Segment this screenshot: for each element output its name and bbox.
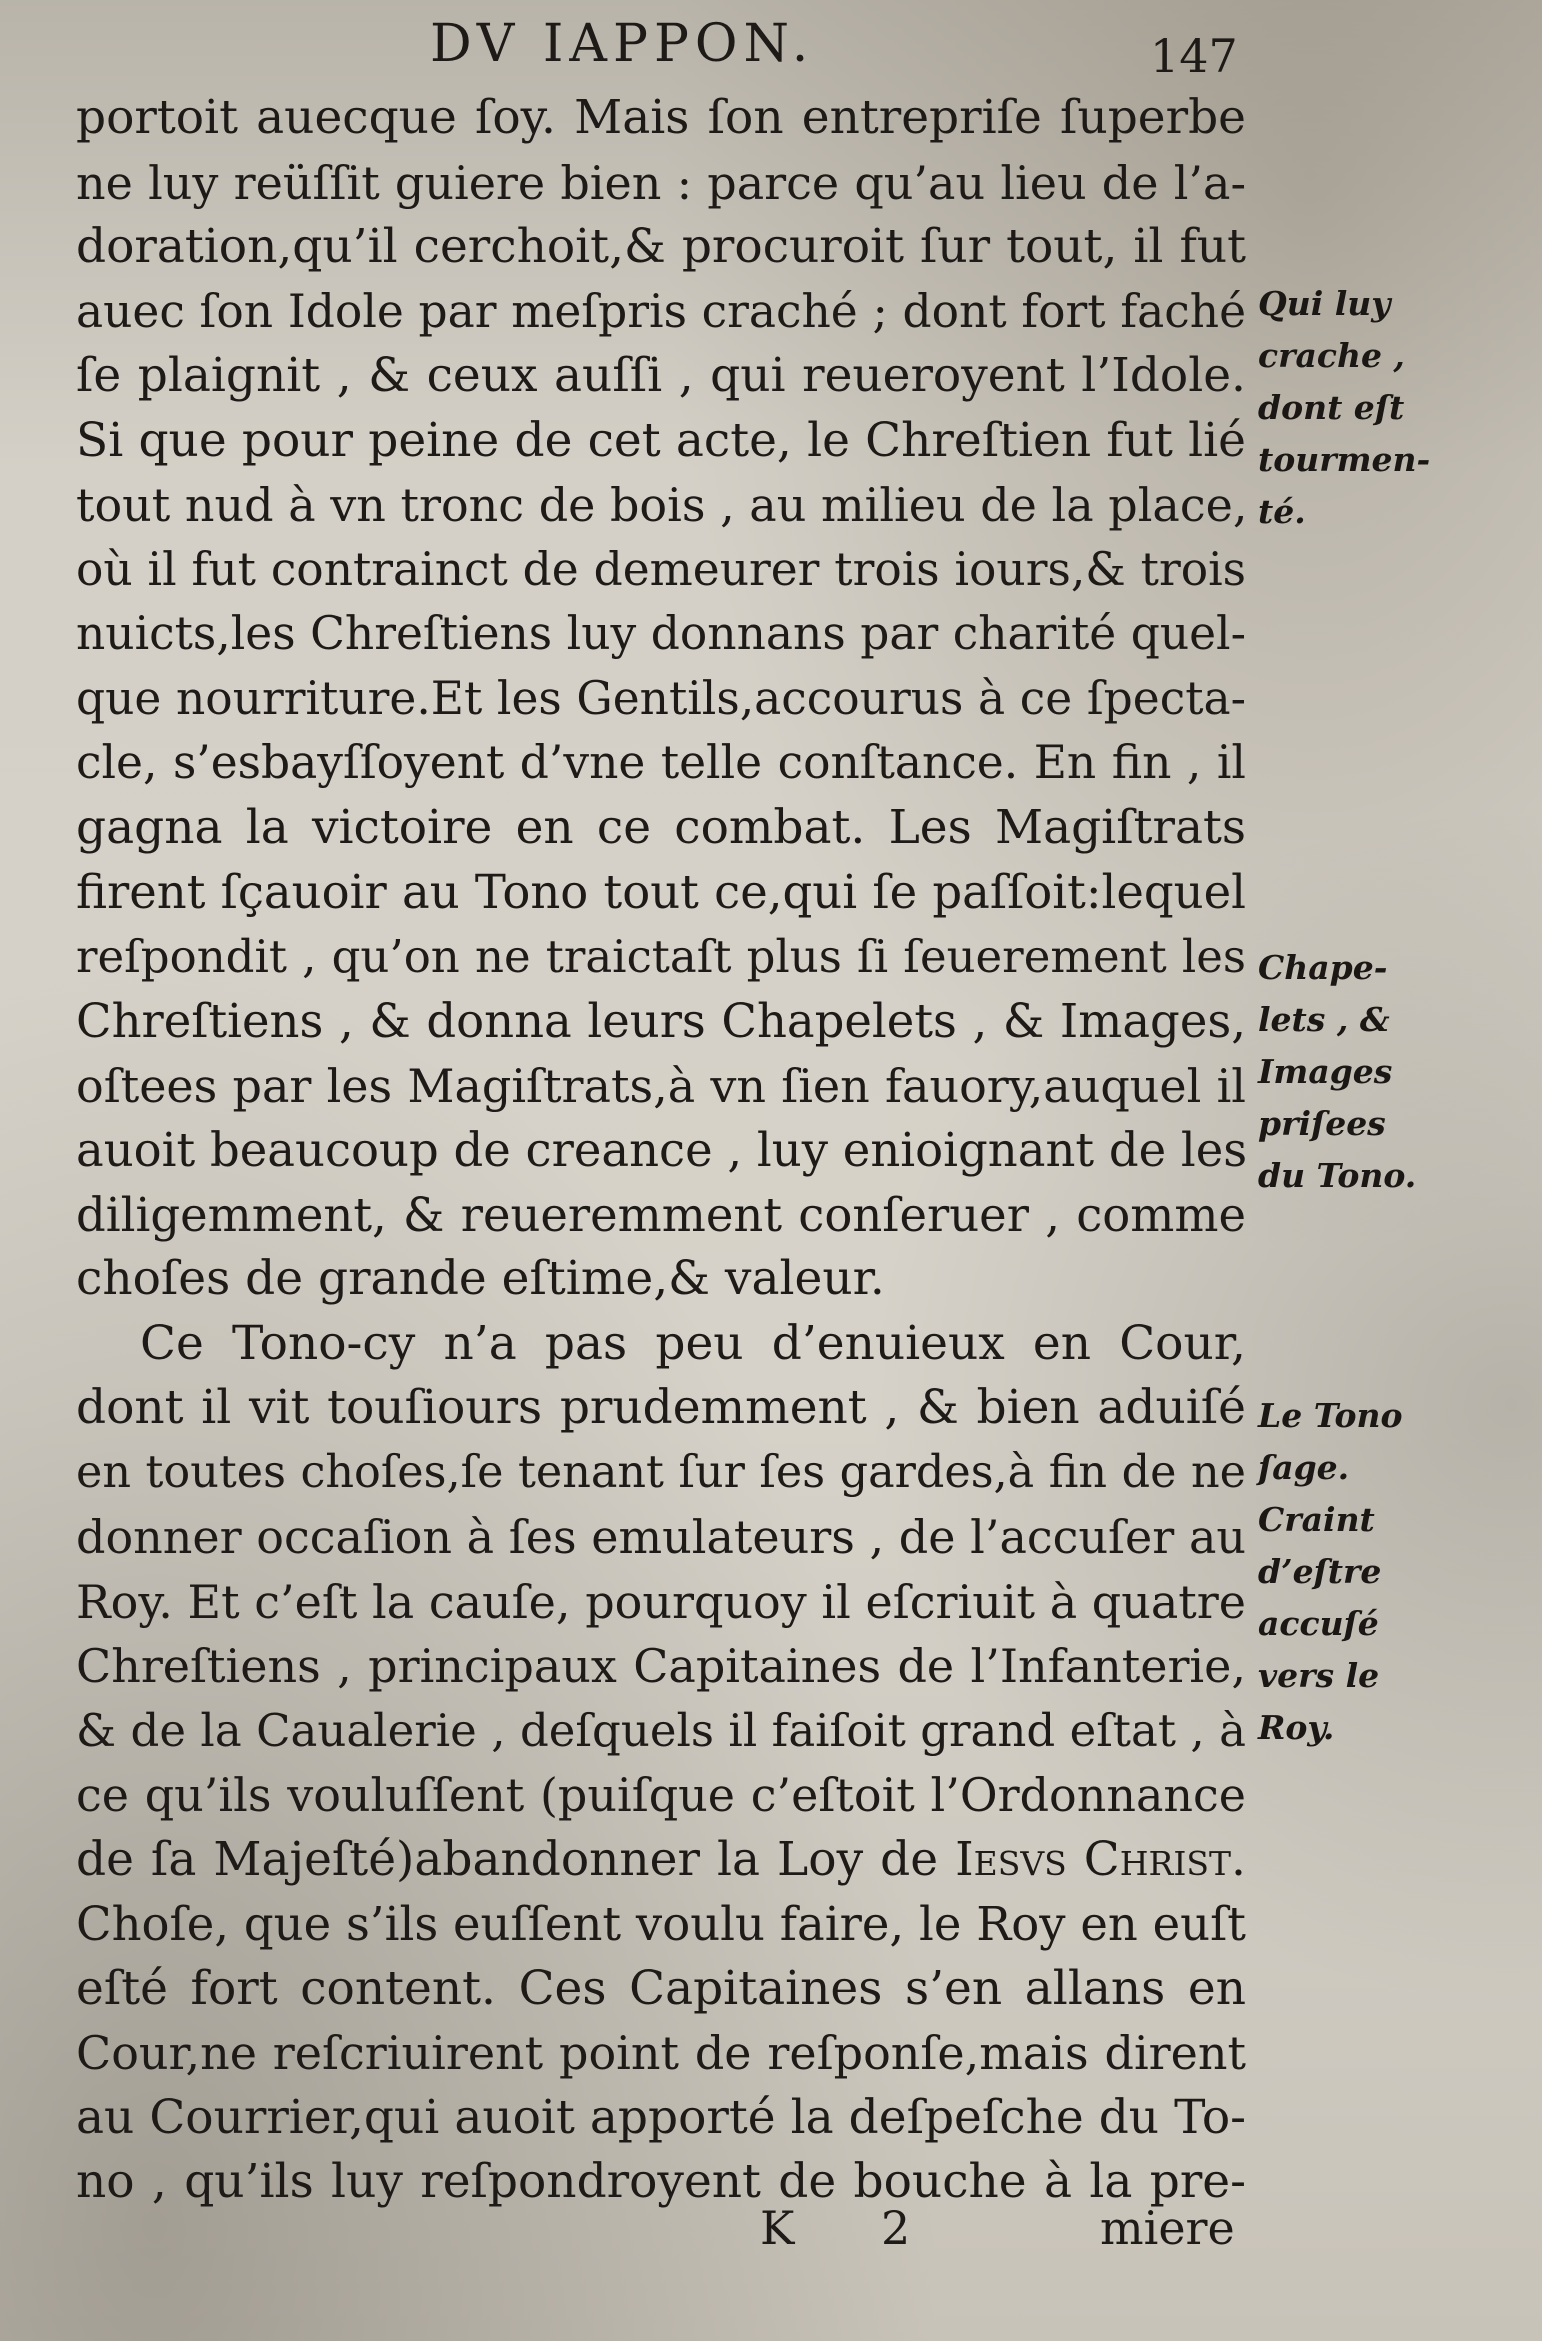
text-line: tout nud à vn tronc de bois , au milieu de la place, bbox=[76, 478, 1248, 532]
text-line: ce qu’ils vouluſſent (puiſque c’eſtoit l’Ordonnance bbox=[76, 1768, 1246, 1822]
text-line: dont il vit touſiours prudemment , & bien aduiſé bbox=[76, 1380, 1246, 1435]
text-line: gagna la victoire en ce combat. Les Magiſtrats bbox=[76, 799, 1246, 855]
text-line: Roy. Et c’eſt la cauſe, pourquoy il eſcriuit à quatre bbox=[76, 1574, 1246, 1629]
running-head: DV IAPPON. bbox=[430, 14, 815, 74]
margin-note-line: Craint bbox=[1258, 1500, 1375, 1539]
text-line: choſes de grande eſtime,& valeur. bbox=[76, 1251, 885, 1306]
margin-note-line: priſees bbox=[1258, 1104, 1386, 1143]
margin-note-line: dont eſt bbox=[1258, 388, 1405, 427]
margin-note-line: ſage. bbox=[1258, 1448, 1350, 1487]
text-line: oſtees par les Magiſtrats,à vn ſien fauory,auquel il bbox=[76, 1058, 1246, 1113]
text-line: & de la Caualerie , deſquels il faiſoit grand eſtat , à bbox=[76, 1703, 1246, 1757]
text-line: ne luy reüſſit guiere bien : parce qu’au lieu de l’a- bbox=[76, 155, 1246, 210]
page-number: 147 bbox=[1150, 29, 1238, 83]
catchword: miere bbox=[1100, 2201, 1235, 2255]
text-line: cle, s’esbayſſoyent d’vne telle conſtance. En fin , il bbox=[76, 736, 1246, 789]
text-line: doration,qu’il cerchoit,& procuroit ſur tout, il fut bbox=[76, 219, 1246, 274]
text-line: Chreſtiens , principaux Capitaines de l’Infanterie, bbox=[76, 1639, 1246, 1693]
text-line: en toutes choſes,ſe tenant ſur ſes gardes,à fin de ne bbox=[76, 1446, 1246, 1498]
margin-note-line: vers le bbox=[1258, 1656, 1380, 1695]
text-line: au Courrier,qui auoit apporté la deſpeſche du To- bbox=[76, 2089, 1246, 2145]
text-line: Choſe, que s’ils euſſent voulu faire, le Roy en euſt bbox=[76, 1897, 1246, 1951]
text-line: reſpondit , qu’on ne traictaſt plus ſi ſeuerement les bbox=[76, 929, 1246, 983]
margin-note-line: tourmen- bbox=[1258, 440, 1431, 479]
text-line: no , qu’ils luy reſpondroyent de bouche à la pre- bbox=[76, 2154, 1246, 2209]
text-line: Cour,ne reſcriuirent point de reſponſe,mais dirent bbox=[76, 2026, 1246, 2080]
margin-note-line: Le Tono bbox=[1258, 1396, 1403, 1435]
margin-note-3 bbox=[1258, 1390, 1402, 1754]
text-line-with-name bbox=[76, 1828, 1246, 1893]
body-text bbox=[76, 86, 1246, 2215]
text-line: que nourriture.Et les Gentils,accourus à ce ſpecta- bbox=[76, 671, 1246, 725]
margin-note-line: Images bbox=[1258, 1052, 1393, 1091]
text-line: auec ſon Idole par meſpris craché ; dont fort faché bbox=[76, 284, 1246, 338]
text-line: diligemment, & reueremment conſeruer , comme bbox=[76, 1187, 1246, 1242]
margin-note-line: Roy. bbox=[1258, 1708, 1335, 1747]
text-line: où il fut contrainct de demeurer trois iours,& trois bbox=[76, 542, 1246, 596]
text-line: donner occaſion à ſes emulateurs , de l’accuſer au bbox=[76, 1510, 1246, 1564]
margin-note-line: du Tono. bbox=[1258, 1156, 1417, 1195]
margin-note-2 bbox=[1258, 942, 1416, 1202]
text-line: Ce Tono-cy n’a pas peu d’enuieux en Cour, bbox=[140, 1315, 1246, 1371]
margin-note-line: Qui luy bbox=[1258, 284, 1391, 323]
margin-note-line: accuſé bbox=[1258, 1604, 1379, 1643]
signature-mark: K 2 bbox=[760, 2201, 947, 2255]
margin-note-line: lets , & bbox=[1258, 1000, 1390, 1039]
margin-note-line: té. bbox=[1258, 492, 1306, 531]
text-line: auoit beaucoup de creance , luy enioignant de les bbox=[76, 1123, 1248, 1177]
text-line: eſté fort content. Ces Capitaines s’en allans en bbox=[76, 1960, 1246, 2016]
text-line: Chreſtiens , & donna leurs Chapelets , & Images, bbox=[76, 994, 1246, 1048]
margin-note-line: Chape- bbox=[1258, 948, 1388, 987]
text-line: nuicts,les Chreſtiens luy donnans par charité quel- bbox=[76, 607, 1246, 660]
margin-note-line: crache , bbox=[1258, 336, 1405, 375]
text-line: portoit auecque ſoy. Mais ſon entrepriſe ſuperbe bbox=[76, 90, 1246, 145]
small-caps-name: Iesvs Christ. bbox=[955, 1831, 1246, 1887]
text-line: ſe plaignit , & ceux auſſi , qui reueroyent l’Idole. bbox=[76, 348, 1246, 403]
text-line: firent ſçauoir au Tono tout ce,qui ſe paſſoit:lequel bbox=[76, 865, 1246, 919]
text-fragment: de ſa Majeſté)abandonner la Loy de bbox=[76, 1831, 956, 1887]
margin-note-line: d’eſtre bbox=[1258, 1552, 1382, 1591]
text-line: Si que pour peine de cet acte, le Chreſtien fut lié bbox=[76, 412, 1246, 468]
margin-note-1 bbox=[1258, 278, 1430, 538]
